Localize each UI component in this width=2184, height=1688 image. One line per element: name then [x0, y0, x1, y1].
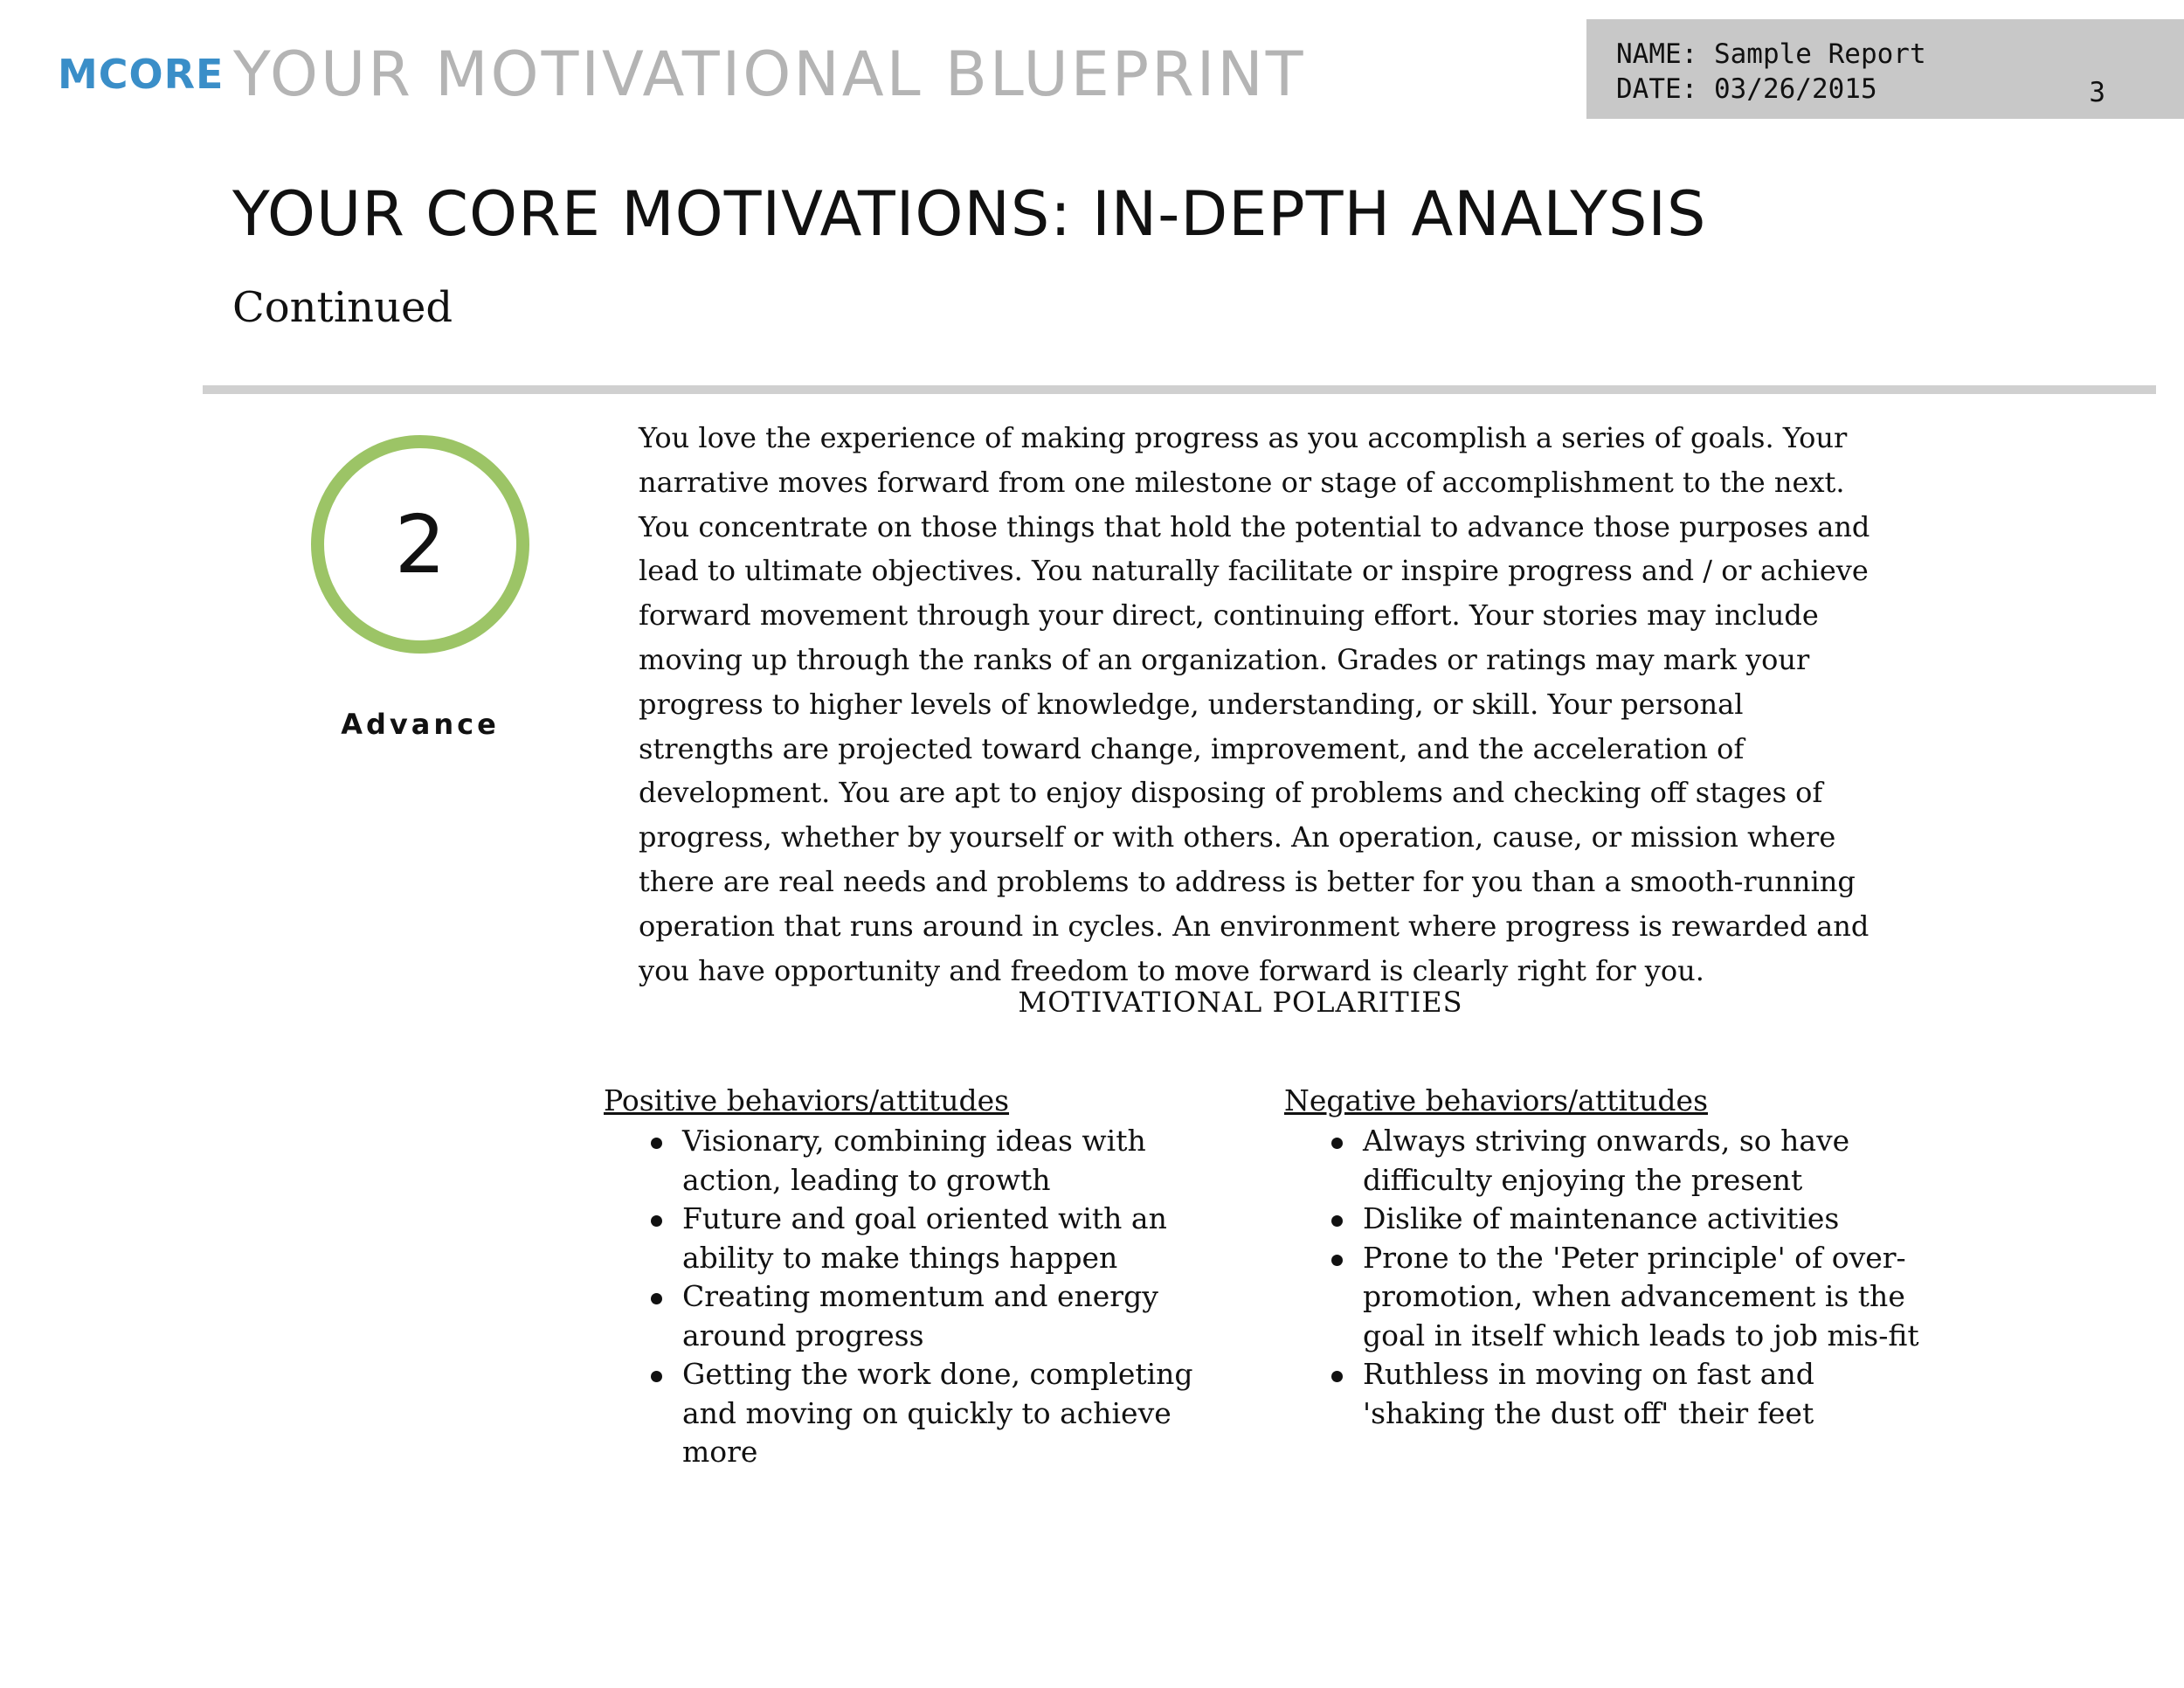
- list-item-text: Creating momentum and energy around progress: [682, 1279, 1158, 1352]
- negative-behaviors-heading: Negative behaviors/attitudes: [1284, 1083, 1709, 1117]
- bullet-icon: [651, 1215, 662, 1227]
- list-item-text: Dislike of maintenance activities: [1363, 1201, 1840, 1235]
- list-item-text: Prone to the 'Peter principle' of over-promotion, when advancement is the goal in itself which leads to job mis-fit: [1363, 1240, 1919, 1352]
- bullet-icon: [651, 1138, 662, 1149]
- list-item: [1284, 1200, 1931, 1239]
- list-item-text: Future and goal oriented with an ability to make things happen: [682, 1201, 1167, 1275]
- bullet-icon: [651, 1293, 662, 1304]
- negative-behaviors-column: [1284, 1080, 1931, 1433]
- page-number: 3: [2089, 77, 2105, 108]
- report-info-box: [1586, 19, 2184, 119]
- motivation-rank-number: 2: [394, 497, 446, 591]
- motivation-rank-ring: [311, 435, 529, 654]
- positive-behaviors-heading: Positive behaviors/attitudes: [604, 1083, 1010, 1117]
- positive-behaviors-list: [604, 1122, 1250, 1472]
- section-divider: [203, 385, 2156, 394]
- list-item: [604, 1122, 1250, 1200]
- report-date: DATE: 03/26/2015: [1616, 73, 1877, 105]
- list-item-text: Getting the work done, completing and moving on quickly to achieve more: [682, 1357, 1193, 1469]
- motivation-description: You love the experience of making progress as you accomplish a series of goals. Your narrative moves forward from one milestone or stage of accomplishment to the next. You concentrate on those things that hold the potential to advance those purposes and lead to ultimate objectives. You naturally facilitate or inspire progress and / or achieve forward movement through your direct, continuing effort. Your stories may include moving up through the ranks of an organization. Grades or ratings may mark your progress to higher levels of knowledge, understanding, or skill. Your personal strengths are projected toward change, improvement, and the acceleration of development. You are apt to enjoy disposing of problems and checking off stages of progress, whether by yourself or with others. An operation, cause, or mission where there are real needs and problems to address is better for you than a smooth-running operation that runs around in cycles. An environment where progress is rewarded and you have opportunity and freedom to move forward is clearly right for you.: [639, 421, 1870, 987]
- list-item-text: Ruthless in moving on fast and 'shaking the dust off' their feet: [1363, 1357, 1814, 1430]
- list-item: [1284, 1239, 1931, 1356]
- list-item: [604, 1355, 1250, 1472]
- bullet-icon: [651, 1371, 662, 1382]
- bullet-icon: [1331, 1371, 1343, 1382]
- bullet-icon: [1331, 1255, 1343, 1266]
- list-item: [604, 1277, 1250, 1355]
- section-title: YOUR CORE MOTIVATIONS: IN-DEPTH ANALYSIS: [232, 178, 1707, 250]
- list-item-text: Always striving onwards, so have difficulty enjoying the present: [1363, 1124, 1850, 1197]
- negative-behaviors-list: [1284, 1122, 1931, 1433]
- list-item-text: Visionary, combining ideas with action, leading to growth: [682, 1124, 1146, 1197]
- report-title: YOUR MOTIVATIONAL BLUEPRINT: [233, 38, 1306, 110]
- mcore-logo: MCORE: [58, 51, 225, 98]
- bullet-icon: [1331, 1215, 1343, 1227]
- bullet-icon: [1331, 1138, 1343, 1149]
- list-item: [1284, 1355, 1931, 1433]
- report-name: NAME: Sample Report: [1616, 38, 1926, 70]
- section-subtitle: Continued: [232, 283, 453, 332]
- list-item: [1284, 1122, 1931, 1200]
- polarities-heading: MOTIVATIONAL POLARITIES: [1018, 986, 1463, 1019]
- list-item: [604, 1200, 1250, 1277]
- motivation-name: Advance: [341, 708, 500, 741]
- positive-behaviors-column: [604, 1080, 1250, 1472]
